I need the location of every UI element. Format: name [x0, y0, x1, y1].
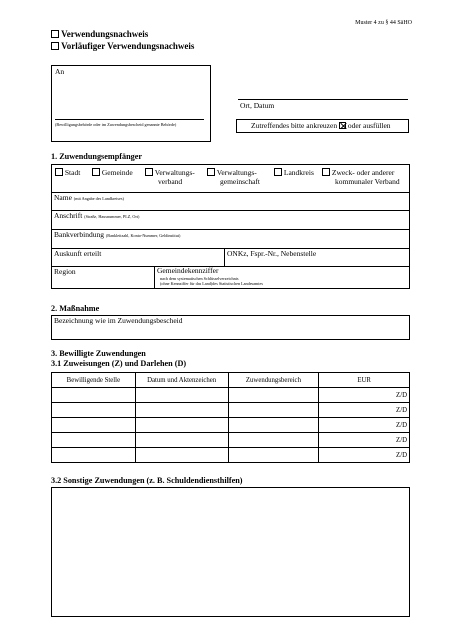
checkbox-icon[interactable]: [51, 30, 59, 38]
ort-datum-label: Ort, Datum: [240, 101, 275, 110]
option-label: Verwendungsnachweis: [61, 29, 149, 39]
cell-eur[interactable]: Z/D: [319, 418, 410, 433]
cell-eur[interactable]: Z/D: [319, 388, 410, 403]
check-hint-text-2: oder ausfüllen: [347, 121, 391, 130]
name-field[interactable]: [54, 194, 124, 203]
section-3-2-title: 3.2 Sonstige Zuwendungen (z. B. Schuldendiensthilfen): [51, 476, 243, 485]
option-label: Vorläufiger Verwendungsnachweis: [61, 41, 195, 51]
gkz-note: nach dem systematischen Schlüsselverzeichnis: [160, 275, 239, 281]
cell-bereich[interactable]: [228, 433, 319, 448]
type-label: Verwaltungs-: [154, 168, 195, 177]
type-landkreis[interactable]: [274, 168, 314, 178]
type-label: Verwaltungs-: [216, 168, 257, 177]
check-hint-text: Zutreffendes bitte ankreuzen: [251, 121, 338, 130]
cell-stelle[interactable]: [52, 448, 136, 463]
divider: [52, 192, 409, 193]
cell-eur[interactable]: Z/D: [319, 433, 410, 448]
recipient-table: [51, 164, 410, 289]
cell-stelle[interactable]: [52, 433, 136, 448]
bank-field[interactable]: [54, 231, 180, 240]
cell-eur[interactable]: Z/D: [319, 448, 410, 463]
divider: [154, 266, 155, 289]
checked-box-icon: [339, 122, 346, 129]
name-label: Name: [54, 193, 72, 202]
anschrift-note: (Straße, Hausnummer, PLZ, Ort): [84, 214, 140, 219]
checkbox-icon[interactable]: [145, 168, 153, 176]
cell-datum[interactable]: [135, 403, 228, 418]
column-header: Datum und Aktenzeichen: [135, 373, 228, 388]
gkz-label: Gemeindekennziffer: [157, 266, 219, 275]
anschrift-label: Anschrift: [54, 211, 83, 220]
cell-bereich[interactable]: [228, 418, 319, 433]
sonstige-zuwendungen-field[interactable]: [51, 487, 410, 617]
type-stadt[interactable]: [55, 168, 80, 178]
type-label-line2: kommunaler Verband: [335, 177, 400, 186]
ort-datum-line[interactable]: [238, 99, 408, 100]
option-vorlaeufiger-verwendungsnachweis[interactable]: [51, 41, 194, 52]
checkbox-icon[interactable]: [274, 168, 282, 176]
form-reference: Muster 4 zu § 44 SäHO: [355, 20, 412, 26]
checkbox-icon[interactable]: [92, 168, 100, 176]
checkbox-icon[interactable]: [55, 168, 63, 176]
table-row: [52, 433, 410, 448]
massnahme-label: Bezeichnung wie im Zuwendungsbescheid: [54, 316, 183, 325]
onkz-field[interactable]: ONKz, Fspr.-Nr., Nebenstelle: [227, 249, 317, 258]
section-3-1-title: 3.1 Zuweisungen (Z) und Darlehen (D): [51, 359, 187, 368]
divider: [224, 248, 225, 266]
cell-eur[interactable]: Z/D: [319, 403, 410, 418]
type-label: Zweck- oder anderer: [331, 168, 395, 177]
region-field[interactable]: Region: [54, 267, 76, 276]
column-header: EUR: [319, 373, 410, 388]
address-box[interactable]: [51, 65, 211, 142]
cell-stelle[interactable]: [52, 403, 136, 418]
zuwendungen-table: [51, 372, 410, 463]
section-2-title: 2. Maßnahme: [51, 304, 100, 313]
gkz-note: (ohne Kennziffer für das Land)des Statistischen Landesamtes: [160, 280, 263, 286]
name-note: (mit Angabe des Landkreises): [73, 196, 124, 201]
column-header: Zuwendungsbereich: [228, 373, 319, 388]
type-label-line2: gemeinschaft: [220, 177, 260, 186]
table-row: [52, 418, 410, 433]
table-row: [52, 388, 410, 403]
cell-stelle[interactable]: [52, 388, 136, 403]
cell-bereich[interactable]: [228, 403, 319, 418]
type-gemeinde[interactable]: [92, 168, 133, 178]
auskunft-field[interactable]: Auskunft erteilt: [54, 249, 102, 258]
table-row: [52, 448, 410, 463]
type-label: Stadt: [64, 168, 81, 177]
cell-bereich[interactable]: [228, 388, 319, 403]
an-label: An: [55, 67, 65, 76]
bank-note: (Bankleitzahl, Konto-Nummer, Geldinstitut): [105, 233, 181, 238]
table-header-row: [52, 373, 410, 388]
checkbox-icon[interactable]: [207, 168, 215, 176]
table-row: [52, 403, 410, 418]
section-1-title: 1. Zuwendungsempfänger: [51, 152, 142, 161]
type-label: Landkreis: [283, 168, 314, 177]
anschrift-field[interactable]: [54, 212, 139, 221]
divider: [55, 119, 204, 120]
gkz-field[interactable]: [157, 267, 263, 286]
cell-datum[interactable]: [135, 448, 228, 463]
divider: [52, 210, 409, 211]
cell-datum[interactable]: [135, 418, 228, 433]
section-3-title: 3. Bewilligte Zuwendungen: [51, 349, 146, 358]
column-header: Bewilligende Stelle: [52, 373, 136, 388]
cell-bereich[interactable]: [228, 448, 319, 463]
authority-note: (Bewilligungsbehörde oder im Zuwendungsbescheid genannte Behörde): [55, 122, 177, 127]
cell-stelle[interactable]: [52, 418, 136, 433]
checkbox-icon[interactable]: [51, 42, 59, 50]
cell-datum[interactable]: [135, 433, 228, 448]
checkbox-icon[interactable]: [322, 168, 330, 176]
type-label-line2: verband: [158, 177, 183, 186]
massnahme-field[interactable]: [51, 315, 410, 340]
bank-label: Bankverbindung: [54, 230, 104, 239]
check-hint-box: [236, 119, 409, 133]
cell-datum[interactable]: [135, 388, 228, 403]
type-label: Gemeinde: [101, 168, 133, 177]
option-verwendungsnachweis[interactable]: [51, 29, 148, 40]
